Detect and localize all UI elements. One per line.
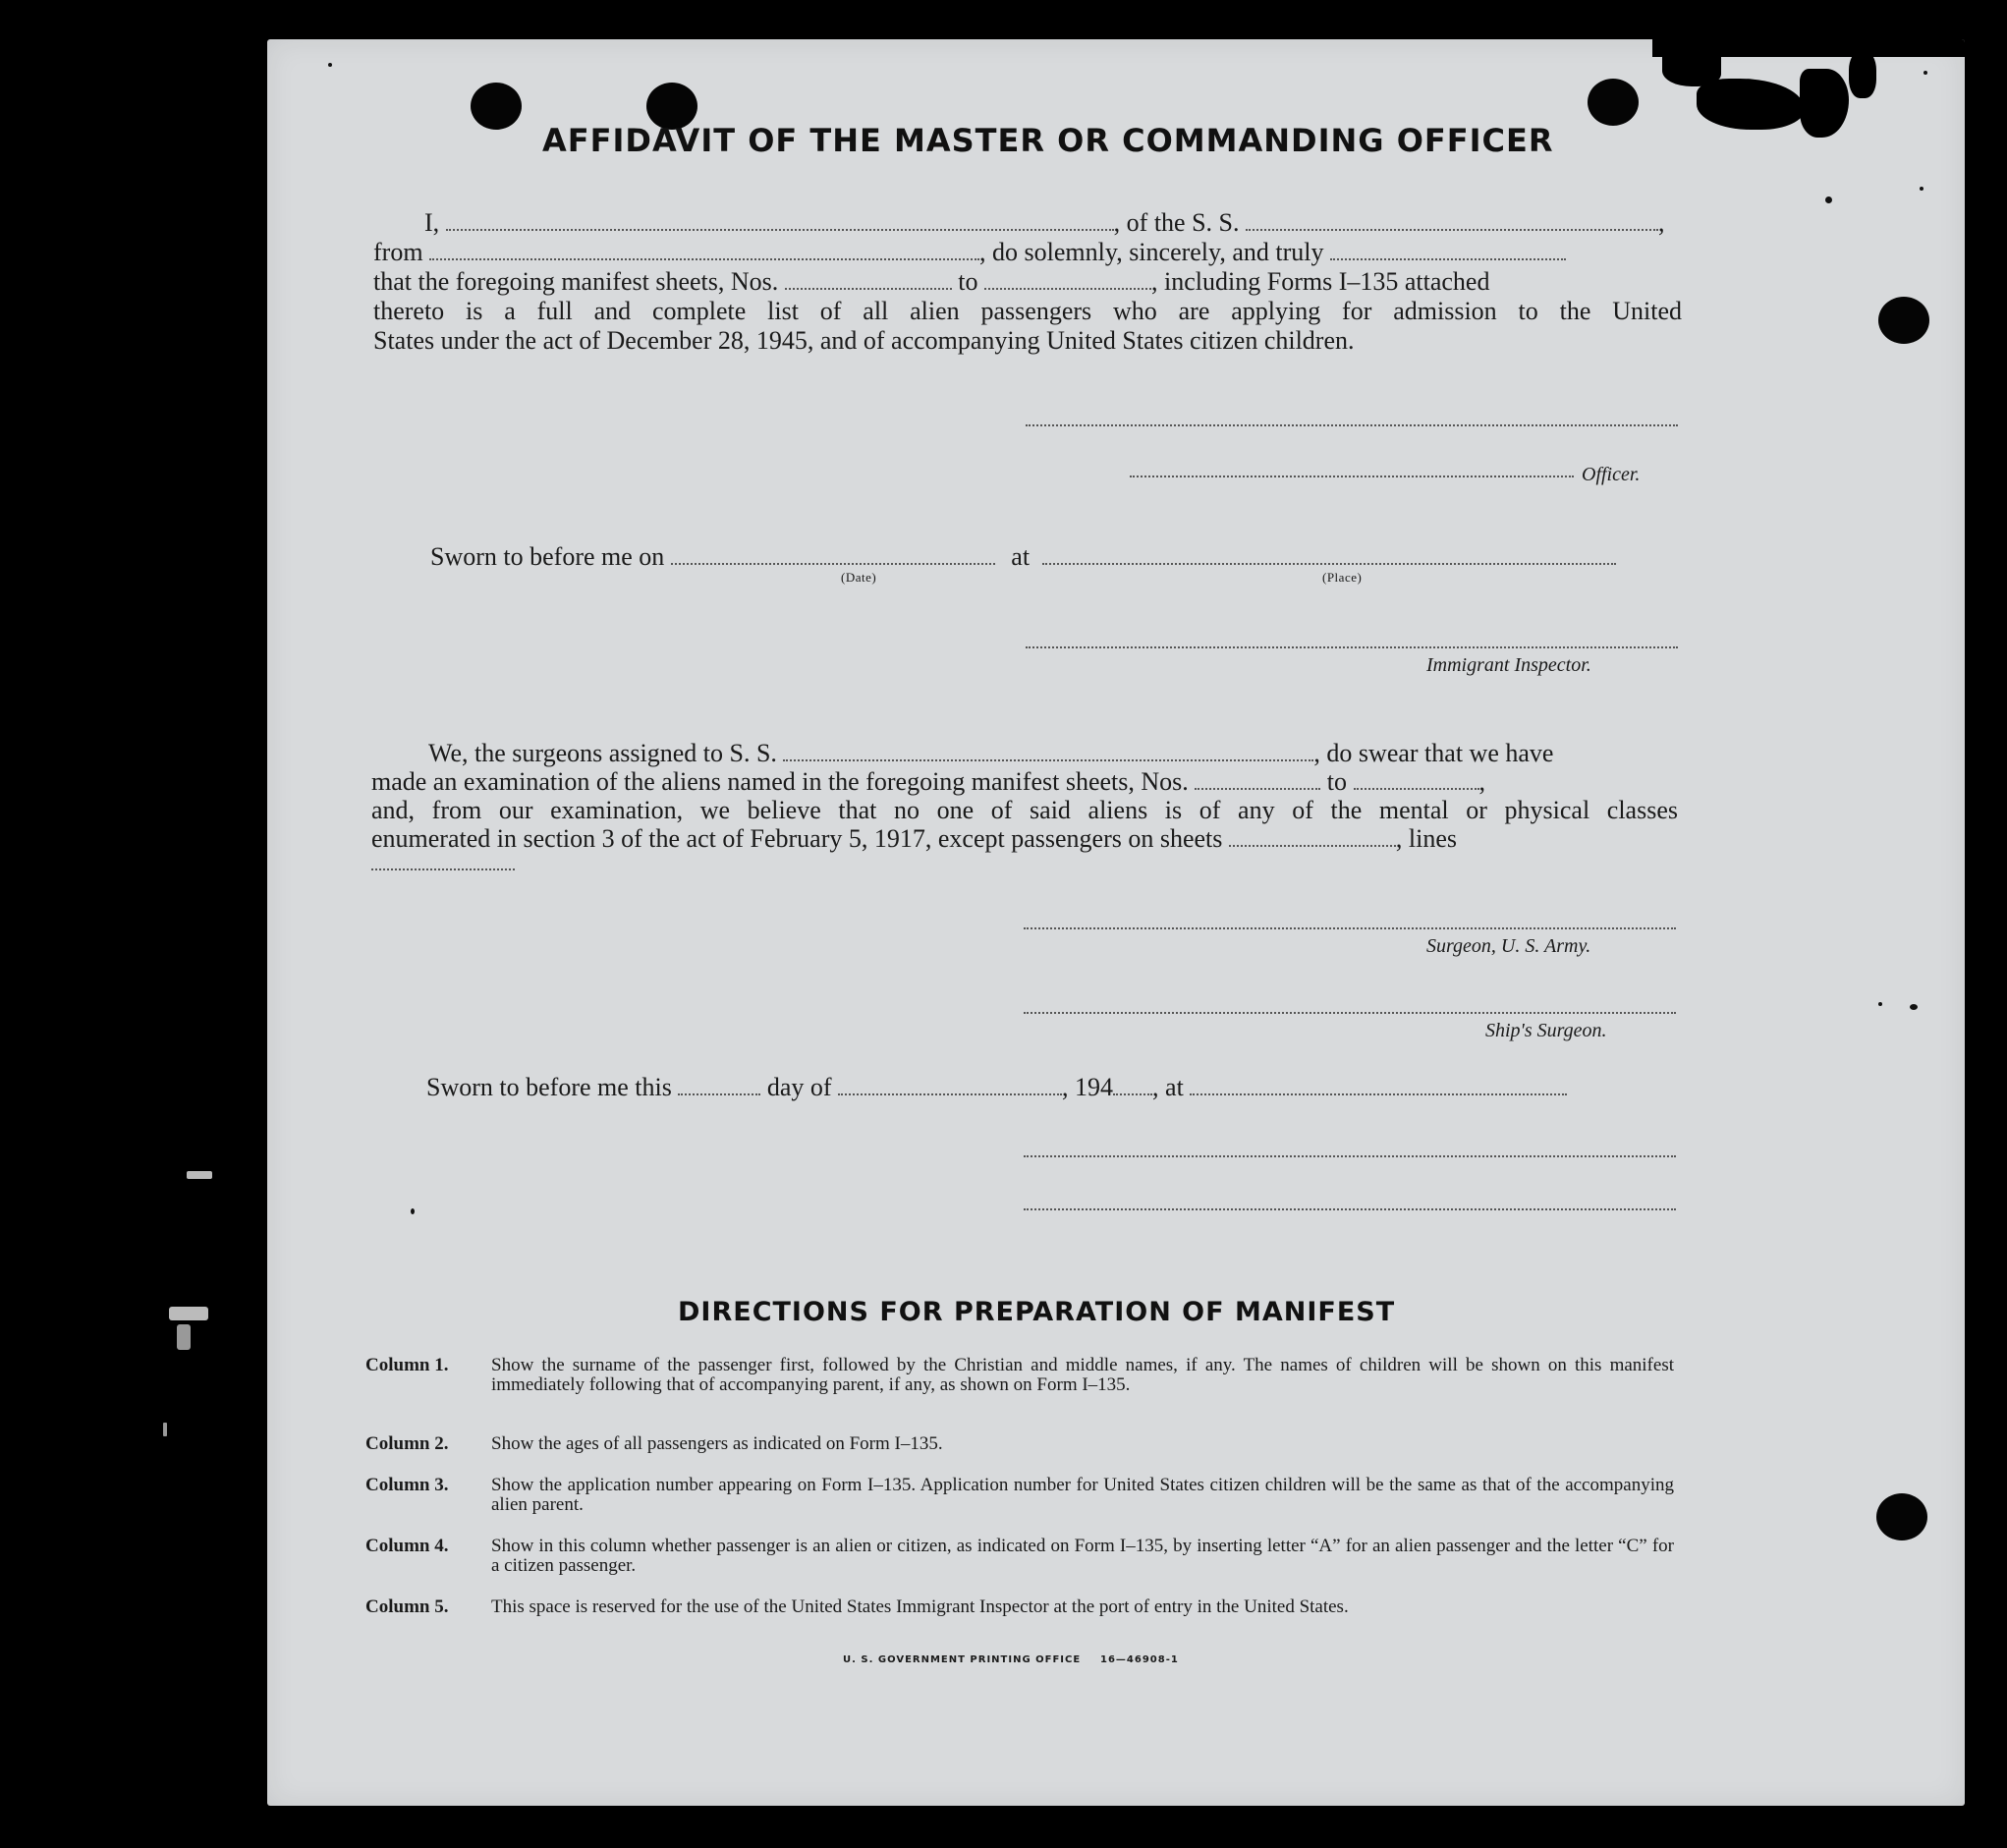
text: to [958, 267, 978, 296]
surgeons-line-3: and, from our examination, we believe that no one of said aliens is of any of the mental or physical classes [371, 796, 1678, 824]
blank-field [1354, 768, 1479, 790]
blank-field [429, 239, 979, 260]
blank-field [1246, 209, 1658, 231]
speck [1910, 1004, 1918, 1010]
torn-corner [1800, 69, 1849, 138]
direction-item [365, 1476, 1674, 1517]
inspector-signature-line [1026, 646, 1678, 648]
inspector-label: Immigrant Inspector. [1426, 654, 1591, 676]
text: , do solemnly, sincerely, and truly [979, 238, 1324, 266]
army-surgeon-label: Surgeon, U. S. Army. [1426, 935, 1591, 957]
speck [169, 1307, 208, 1320]
direction-item [365, 1537, 1674, 1578]
direction-label: Column 3. [365, 1475, 449, 1495]
blank-field [783, 740, 1313, 761]
text: that the foregoing manifest sheets, Nos. [373, 267, 779, 296]
text: day of [766, 1073, 832, 1101]
text: , of the S. S. [1113, 208, 1240, 237]
speck [1825, 196, 1832, 203]
signature-line [1024, 1155, 1676, 1157]
text: , lines [1395, 824, 1458, 853]
speck [328, 63, 332, 67]
speck [1920, 187, 1923, 191]
sworn-this-day-line [426, 1073, 1676, 1102]
place-field [1190, 1074, 1567, 1095]
direction-text: Show the surname of the passenger first, followed by the Christian and middle names, if any. The names of children will be shown on this manifest immediately following that of accompanying parent, if any, as shown on Form I–135. [491, 1355, 1674, 1395]
direction-label: Column 5. [365, 1596, 449, 1617]
direction-text: Show the application number appearing on Form I–135. Application number for United States citizen children will be the same as that of the accompanying alien parent. [491, 1475, 1674, 1515]
text: at [1011, 542, 1031, 571]
speck [187, 1171, 212, 1179]
text: , do swear that we have [1313, 739, 1554, 767]
text: , including Forms I–135 attached [1151, 267, 1490, 296]
surgeons-line-4 [371, 824, 1678, 854]
blank-field [785, 268, 952, 290]
date-label: (Date) [841, 570, 877, 585]
direction-text: Show the ages of all passengers as indicated on Form I–135. [491, 1433, 943, 1454]
text: made an examination of the aliens named in the foregoing manifest sheets, Nos. [371, 767, 1189, 796]
text: Sworn to before me on [430, 542, 665, 571]
text: , at [1152, 1073, 1184, 1101]
sworn-before-line [430, 542, 1678, 572]
text: from [373, 238, 423, 266]
lines-field [371, 868, 515, 870]
surgeons-line-2 [371, 767, 1678, 797]
torn-corner [1849, 51, 1876, 98]
text: , [1478, 767, 1485, 796]
blank-field [446, 209, 1114, 231]
blank-field [984, 268, 1151, 290]
officer-label: Officer. [1582, 464, 1641, 485]
officer-title-line [1130, 476, 1574, 477]
directions-title: DIRECTIONS FOR PREPARATION OF MANIFEST [678, 1297, 1396, 1327]
direction-label: Column 1. [365, 1355, 449, 1375]
affidavit-line-4: thereto is a full and complete list of all alien passengers who are applying for admission to the United [373, 297, 1682, 325]
text: , 194 [1062, 1073, 1114, 1101]
year-field [1113, 1074, 1152, 1095]
date-field [671, 543, 995, 565]
affidavit-title: AFFIDAVIT OF THE MASTER OR COMMANDING OFFICER [542, 122, 1554, 159]
affidavit-line-2 [373, 238, 1552, 267]
direction-label: Column 2. [365, 1433, 449, 1454]
place-field [1042, 543, 1616, 565]
speck [1878, 1002, 1882, 1006]
army-surgeon-signature-line [1024, 927, 1676, 929]
direction-item [365, 1356, 1674, 1417]
officer-signature-line [1026, 424, 1678, 426]
form-code: 16—46908-1 [1100, 1654, 1179, 1665]
text: I, [424, 208, 440, 237]
text: to [1326, 767, 1347, 796]
torn-corner [1697, 79, 1805, 130]
text: We, the surgeons assigned to S. S. [428, 739, 777, 767]
blank-field [1195, 768, 1320, 790]
text: enumerated in section 3 of the act of February 5, 1917, except passengers on sheets [371, 824, 1223, 853]
speck [411, 1208, 415, 1214]
surgeons-line-1 [428, 739, 1678, 768]
direction-item [365, 1434, 1674, 1456]
blank-field [1229, 825, 1396, 847]
direction-text: This space is reserved for the use of the United States Immigrant Inspector at the port of entry in the United States. [491, 1596, 1349, 1617]
affidavit-line-5: States under the act of December 28, 1945, and of accompanying United States citizen children. [373, 326, 1355, 355]
ship-surgeon-signature-line [1024, 1012, 1676, 1014]
printer-imprint: U. S. GOVERNMENT PRINTING OFFICE [843, 1654, 1082, 1665]
signature-line [1024, 1208, 1676, 1210]
affidavit-line-1 [424, 208, 1665, 238]
punch-hole [471, 83, 522, 130]
punch-hole [1876, 1493, 1927, 1540]
place-label: (Place) [1322, 570, 1363, 585]
document-sheet [267, 39, 1965, 1806]
punch-hole [1588, 79, 1639, 126]
day-field [678, 1074, 760, 1095]
text: Sworn to before me this [426, 1073, 672, 1101]
month-field [838, 1074, 1062, 1095]
direction-label: Column 4. [365, 1536, 449, 1556]
direction-item [365, 1597, 1674, 1639]
speck [177, 1324, 191, 1350]
punch-hole [1878, 297, 1929, 344]
text: , [1658, 208, 1665, 237]
direction-text: Show in this column whether passenger is an alien or citizen, as indicated on Form I–135, by inserting letter “A” for an alien passenger and the letter “C” for a citizen passenger. [491, 1536, 1674, 1576]
affidavit-line-3 [373, 267, 1552, 297]
blank-field [1330, 239, 1566, 260]
speck [163, 1423, 167, 1436]
ship-surgeon-label: Ship's Surgeon. [1485, 1020, 1607, 1041]
speck [1923, 71, 1927, 75]
